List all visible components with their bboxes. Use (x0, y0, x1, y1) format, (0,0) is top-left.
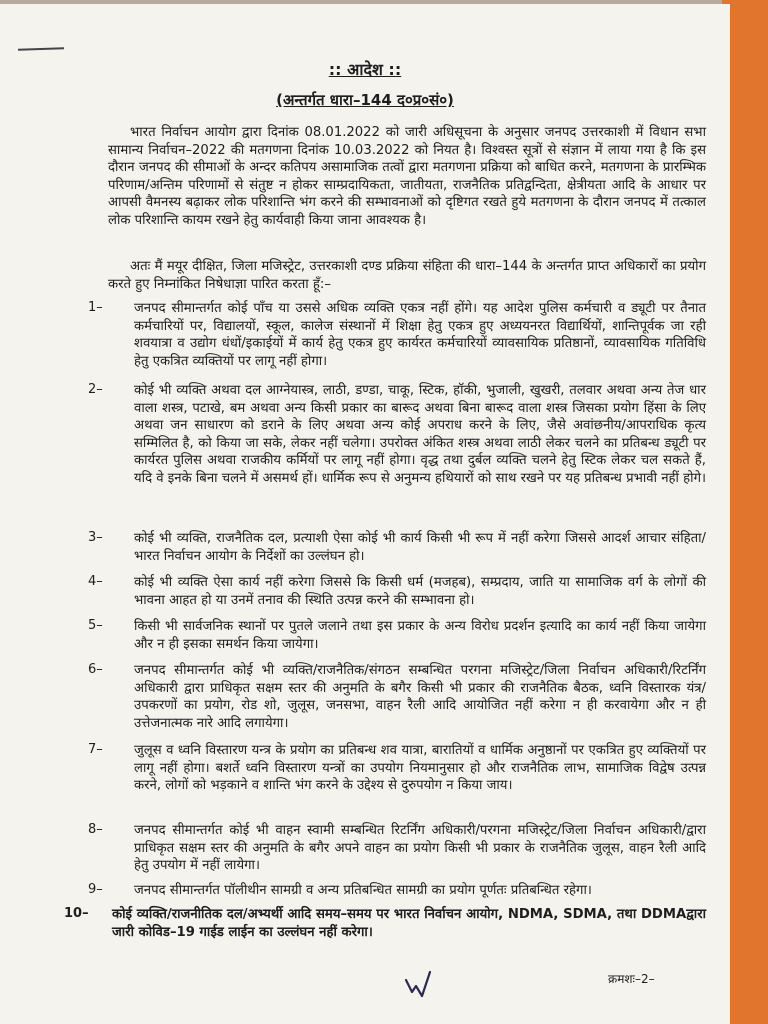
clause-number-4: 4– (88, 574, 103, 589)
clause-10: कोई व्यक्ति/राजनीतिक दल/अभ्यर्थी आदि समय–समय पर भारत निर्वाचन आयोग, NDMA, SDMA, तथा DDMAद्वारा जारी कोविड–19 गाईड लाईन का उल्लंघन नहीं करेगा। (112, 907, 706, 940)
clause-number-1: 1– (88, 300, 103, 315)
clause-7: जुलूस व ध्वनि विस्तारण यन्त्र के प्रयोग का प्रतिबन्ध शव यात्रा, बारातियों व धार्मिक अनुष्ठानों पर एकत्रित हुए व्यक्तियों पर लागू नहीं होगा। बशर्ते ध्वनि विस्तारण यन्त्रों का उपयोग नियमानुसार हो और राजनैतिक लाभ, सामाजिक विद्वेष उत्पन्न करने, लोगों को भड़काने व शान्ति भंग करने के उद्देश्य से दुरुपयोग न किया जाय। (134, 743, 706, 793)
signature-mark (400, 966, 440, 1006)
order-subtitle: (अन्तर्गत धारा–144 द०प्र०सं०) (276, 91, 454, 109)
order-title: :: आदेश :: (328, 60, 402, 79)
margin-mark (18, 47, 64, 51)
clause-number-2: 2– (88, 382, 103, 397)
clause-number-10: 10– (64, 906, 89, 921)
clause-6: जनपद सीमान्तर्गत कोई भी व्यक्ति/राजनैतिक/संगठन सम्बन्धित परगना मजिस्ट्रेट/जिला निर्वाचन अधिकारी/रिटर्निंग अधिकारी द्वारा प्राधिकृत सक्षम स्तर की अनुमति के बगैर किसी भी प्रकार की राजनैतिक बैठक, ध्वनि विस्तारक यंत्र/उपकरणों का प्रयोग, रोड शो, जुलूस, जनसभा, वाहन रैली आदि आयोजित नहीं करेगा न ही करवायेगा और न ही उत्तेजनात्मक नारे आदि लगायेगा। (134, 663, 706, 731)
clause-5: किसी भी सार्वजनिक स्थानों पर पुतले जलाने तथा इस प्रकार के अन्य विरोध प्रदर्शन इत्यादि का कार्य नहीं किया जायेगा और न ही इसका समर्थन किया जायेगा। (134, 619, 706, 652)
clause-number-5: 5– (88, 618, 103, 633)
clause-2: कोई भी व्यक्ति अथवा दल आग्नेयास्त्र, लाठी, डण्डा, चाकू, स्टिक, हॉकी, भुजाली, खुखरी, तलवार अथवा अन्य तेज धार वाला शस्त्र, पटाखे, बम अथवा अन्य किसी प्रकार का बारूद अथवा बिना बारूद वाला शस्त्र जिसका प्रयोग हिंसा के लिए अथवा जन साधारण को डराने के लिए अथवा अन्य कोई अपराध करने के लिए, जैसे अवांछनीय/आपराधिक कृत्य सम्मिलित है, को किया जा सके, लेकर नहीं चलेगा। उपरोक्त अंकित शस्त्र अथवा लाठी लेकर चलने का प्रतिबन्ध ड्यूटी पर कार्यरत पुलिस अथवा राजकीय कर्मियों पर लागू नहीं होगा। वृद्ध तथा दुर्बल व्यक्ति चलने हेतु स्टिक लेकर चल सकते हैं, यदि वे इनके बिना चलने में असमर्थ हों। धार्मिक रूप से अनुमन्य हथियारों को साथ रखने पर यह प्रतिबन्ध प्रभावी नहीं होगे। (134, 383, 706, 486)
intro-paragraph-1: भारत निर्वाचन आयोग द्वारा दिनांक 08.01.2022 को जारी अधिसूचना के अनुसार जनपद उत्तरकाशी में विधान सभा सामान्य निर्वाचन–2022 की मतगणना दिनांक 10.03.2022 को नियत है। विश्वस्त सूत्रों से संज्ञान में लाया गया है कि इस दौरान जनपद की सीमाओं के अन्दर कतिपय असामाजिक तत्वों द्वारा मतगणना प्रक्रिया को बाधित करने, मतगणना के प्रारम्भिक परिणाम/अन्तिम परिणामों से संतुष्ट न होकर साम्प्रदायिकता, जातीयता, राजनैतिक प्रतिद्वन्दिता, क्षेत्रीयता आदि के आधार पर आपसी वैमनस्य बढ़ाकर लोक परिशान्ति भंग करने की सम्भावनाओं को दृष्टिगत रखते हुये मतगणना के दौरान जनपद में तत्काल लोक परिशान्ति कायम रखने हेतु कार्यवाही किया जाना आवश्यक है। (108, 125, 706, 228)
continued-marker: क्रमशः–2– (608, 972, 655, 986)
clause-1: जनपद सीमान्तर्गत कोई पाँच या उससे अधिक व्यक्ति एकत्र नहीं होंगे। यह आदेश पुलिस कर्मचारी व ड्यूटी पर तैनात कर्मचारियों पर, विद्यालयों, स्कूल, कालेज संस्थानों में शिक्षा हेतु एकत्र हुए अध्ययनरत विद्यार्थियों, शान्तिपूर्वक जा रही शवयात्रा व उद्योग धंधों/इकाईयों में कार्य हेतु एकत्र हुए कार्यरत कर्मचारियों व्यावसायिक प्रतिष्ठानों, व्यावसायिक गतिविधि हेतु एकत्रित व्यक्तियों पर लागू नहीं होगा। (134, 301, 706, 369)
clause-4: कोई भी व्यक्ति ऐसा कार्य नहीं करेगा जिससे कि किसी धर्म (मजहब), सम्प्रदाय, जाति या सामाजिक वर्ग के लोगों की भावना आहत हो या उनमें तनाव की स्थिति उत्पन्न करने की सम्भावना हो। (134, 575, 706, 608)
clause-3: कोई भी व्यक्ति, राजनैतिक दल, प्रत्याशी ऐसा कोई भी कार्य किसी भी रूप में नहीं करेगा जिससे आदर्श आचार संहिता/भारत निर्वाचन आयोग के निर्देशों का उल्लंघन हो। (134, 531, 706, 564)
clause-number-6: 6– (88, 662, 103, 677)
clause-number-8: 8– (88, 822, 103, 837)
clause-number-3: 3– (88, 530, 103, 545)
document-page (0, 4, 730, 1024)
clause-8: जनपद सीमान्तर्गत कोई भी वाहन स्वामी सम्बन्धित रिटर्निंग अधिकारी/परगना मजिस्ट्रेट/जिला निर्वाचन अधिकारी/द्वारा प्राधिकृत सक्षम स्तर की अनुमति के बगैर अपने वाहन का प्रयोग किसी भी प्रकार के राजनैतिक जुलूस, वाहन रैली आदि हेतु उपयोग में नहीं लायेगा। (134, 823, 706, 873)
intro-paragraph-2: अतः मैं मयूर दीक्षित, जिला मजिस्ट्रेट, उत्तरकाशी दण्ड प्रक्रिया संहिता की धारा–144 के अन्तर्गत प्राप्त अधिकारों का प्रयोग करते हुए निम्नांकित निषेधाज्ञा पारित करता हूँ:– (108, 259, 706, 292)
clause-number-9: 9– (88, 882, 103, 897)
clause-number-7: 7– (88, 742, 103, 757)
clause-9: जनपद सीमान्तर्गत पॉलीथीन सामग्री व अन्य प्रतिबन्धित सामग्री का प्रयोग पूर्णतः प्रतिबन्धित रहेगा। (134, 883, 592, 898)
